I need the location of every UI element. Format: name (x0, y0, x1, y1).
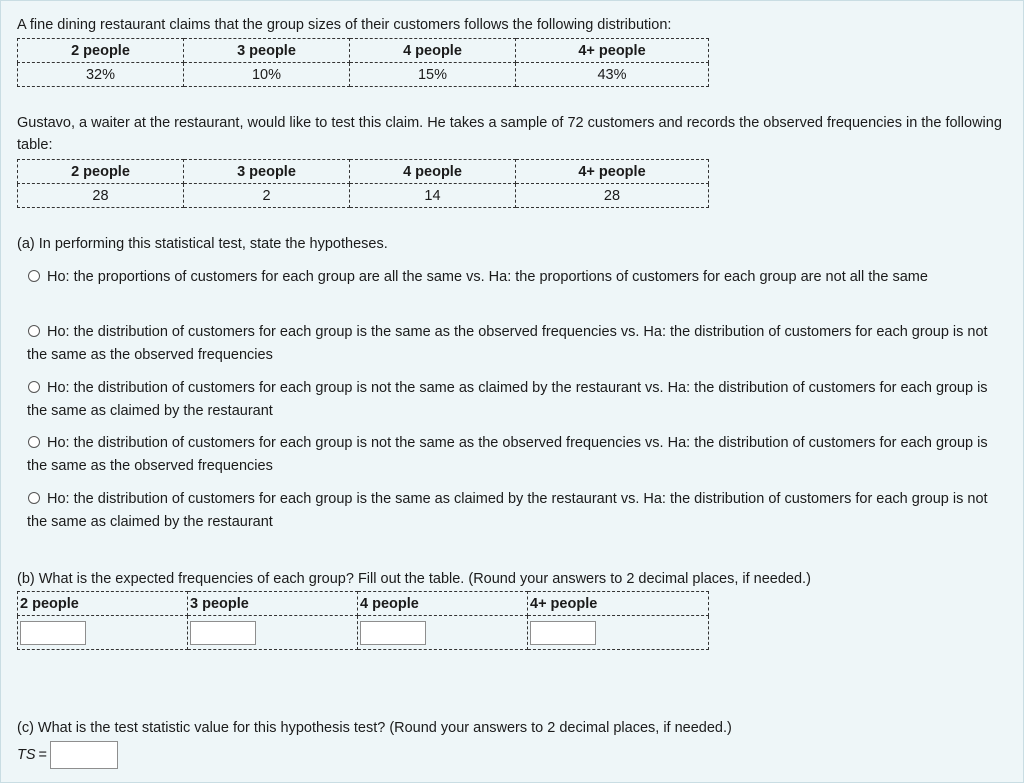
claimed-header-cell: 2 people (18, 39, 184, 63)
intro-text: A fine dining restaurant claims that the group sizes of their customers follows the following distribution: (17, 17, 672, 33)
hypothesis-option[interactable] (27, 377, 997, 423)
observed-header-cell: 3 people (184, 160, 350, 184)
radio-button[interactable] (28, 270, 40, 282)
expected-3-people-input[interactable] (190, 621, 256, 645)
hypothesis-option[interactable] (27, 321, 997, 367)
radio-button[interactable] (28, 381, 40, 393)
expected-header-cell: 2 people (18, 592, 188, 616)
expected-header-cell: 4 people (358, 592, 528, 616)
expected-input-cell (528, 616, 709, 650)
observed-value-cell: 28 (516, 184, 709, 208)
radio-button[interactable] (28, 436, 40, 448)
part-b-question: (b) What is the expected frequencies of each group? Fill out the table. (Round your answers to 2 decimal places, if needed.) (17, 571, 811, 587)
observed-value-cell: 28 (18, 184, 184, 208)
option-label: Ho: the distribution of customers for each group is the same as the observed frequencies vs. Ha: the distribution of customers for each group is not the same as the observed frequencies (27, 324, 988, 363)
expected-header-cell: 4+ people (528, 592, 709, 616)
claimed-value-row (18, 63, 709, 87)
claimed-value-cell: 32% (18, 63, 184, 87)
expected-header-row (18, 592, 709, 616)
test-statistic-row (17, 741, 118, 769)
claimed-header-cell: 3 people (184, 39, 350, 63)
claimed-value-cell: 15% (350, 63, 516, 87)
expected-input-row (18, 616, 709, 650)
claimed-header-cell: 4+ people (516, 39, 709, 63)
expected-input-cell (358, 616, 528, 650)
expected-input-cell (188, 616, 358, 650)
observed-header-cell: 4 people (350, 160, 516, 184)
hypothesis-option[interactable] (27, 432, 997, 478)
expected-frequency-table (17, 591, 709, 650)
hypothesis-option[interactable] (27, 488, 997, 534)
expected-4plus-people-input[interactable] (530, 621, 596, 645)
ts-equals-sign: = (38, 747, 47, 763)
option-label: Ho: the distribution of customers for each group is the same as claimed by the restaurant vs. Ha: the distribution of customers for each group is not the same as claimed by the restaurant (27, 491, 988, 530)
observed-header-row (18, 160, 709, 184)
observed-frequency-table (17, 159, 709, 208)
option-label: Ho: the proportions of customers for each group are all the same vs. Ha: the proportions of customers for each group are not all the same (47, 269, 928, 285)
sample-text: Gustavo, a waiter at the restaurant, would like to test this claim. He takes a sample of 72 customers and records the observed frequencies in the following table: (17, 115, 1002, 153)
part-c-question: (c) What is the test statistic value for this hypothesis test? (Round your answers to 2 decimal places, if needed.) (17, 720, 732, 736)
observed-value-row (18, 184, 709, 208)
ts-label: TS (17, 747, 36, 763)
claimed-value-cell: 10% (184, 63, 350, 87)
radio-button[interactable] (28, 492, 40, 504)
observed-header-cell: 2 people (18, 160, 184, 184)
option-label: Ho: the distribution of customers for each group is not the same as claimed by the restaurant vs. Ha: the distribution of customers for each group is the same as claimed by the restaurant (27, 380, 988, 419)
radio-button[interactable] (28, 325, 40, 337)
expected-4-people-input[interactable] (360, 621, 426, 645)
observed-value-cell: 2 (184, 184, 350, 208)
observed-header-cell: 4+ people (516, 160, 709, 184)
hypothesis-option[interactable] (27, 266, 997, 289)
observed-value-cell: 14 (350, 184, 516, 208)
test-statistic-input[interactable] (50, 741, 118, 769)
claimed-distribution-table (17, 38, 709, 87)
expected-input-cell (18, 616, 188, 650)
claimed-header-row (18, 39, 709, 63)
claimed-value-cell: 43% (516, 63, 709, 87)
option-label: Ho: the distribution of customers for each group is not the same as the observed frequencies vs. Ha: the distribution of customers for each group is the same as the observed frequencies (27, 435, 988, 474)
claimed-header-cell: 4 people (350, 39, 516, 63)
part-a-question: (a) In performing this statistical test, state the hypotheses. (17, 236, 388, 252)
expected-2-people-input[interactable] (20, 621, 86, 645)
expected-header-cell: 3 people (188, 592, 358, 616)
